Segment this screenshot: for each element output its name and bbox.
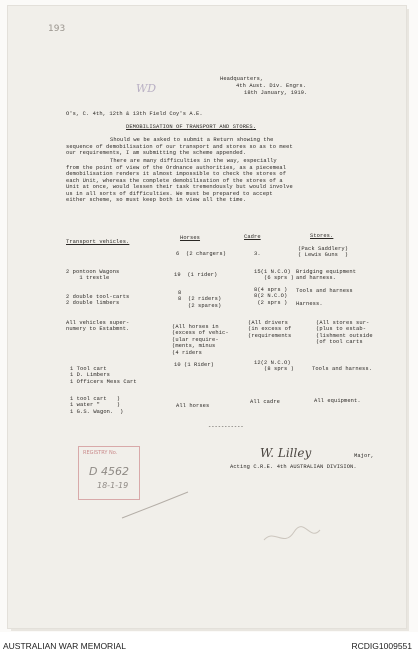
row5-vehicles: 1 Tool cart 1 D. Limbers 1 Officers Mess Cart	[70, 366, 137, 385]
header-transport-vehicles: Transport vehicles.	[66, 239, 130, 245]
row4-stores: (All stores sur- (plus to estab- (lishment outside (of tool carts	[316, 320, 373, 346]
row1-stores: (Pack Saddlery) ( Lewis Guns )	[298, 246, 349, 259]
header-horses: Horses	[180, 235, 201, 241]
row5-horses: 10 (1 Rider)	[174, 362, 215, 368]
row5-cadre: 12(2 N.C.O) (8 sprs )	[254, 360, 295, 373]
marginal-note: WD	[136, 82, 157, 95]
paragraph1-line-3: our requirements, I am submitting the scheme appended.	[66, 150, 247, 156]
row6-horses: All horses	[176, 403, 210, 409]
letterhead-line-3: 18th January, 1919.	[244, 90, 308, 96]
row3-stores: Tools and harness Harness.	[296, 288, 353, 307]
folio-number: 193	[48, 24, 66, 34]
row3-cadre: 8(4 sprs ) 8(2 N.C.O) (2 sprs )	[254, 287, 288, 306]
paragraph2-line-4: each Unit, whereas the complete demobilisation of the stores of a	[66, 177, 283, 184]
row3-horses: 8 8 (2 riders) (2 spares)	[178, 290, 222, 309]
row4-cadre: (All drivers (in excess of (requirements	[248, 320, 292, 339]
row6-vehicles: 1 tool cart ) 1 water " ) 1 G.S. Wagon. )	[70, 396, 124, 415]
footer-left: AUSTRALIAN WAR MEMORIAL	[3, 641, 126, 651]
paragraph1-line-2: sequence of demobilisation of our transport and stores so as to meet	[66, 143, 293, 150]
row1-horses: 6 (2 chargers)	[176, 251, 227, 257]
stamp-header: REGISTRY No.	[83, 450, 118, 456]
paragraph2-line-1: There are many difficulties in the way, especially	[110, 158, 277, 164]
recipients-line: O's, C. 4th, 12th & 13th Field Coy's A.E.	[66, 111, 203, 117]
stamp-date: 18-1-19	[97, 481, 129, 490]
stamp-number: D 4562	[89, 465, 129, 478]
row1-cadre: 3.	[254, 251, 261, 257]
row3-vehicles: 2 double tool-carts 2 double limbers	[66, 294, 130, 307]
row2-vehicles: 2 pontoon Wagons 1 trestle	[66, 269, 120, 282]
paragraph2-line-5: Unit at once, would lessen their task tremendously but would involve	[66, 184, 293, 190]
paragraph2-line-6: us in all sorts of difficulties. We must be prepared to accept	[66, 190, 273, 197]
header-cadre: Cadre	[244, 234, 261, 240]
document-title: DEMOBILISATION OF TRANSPORT AND STORES.	[126, 124, 257, 130]
letterhead-line-1: Headquarters,	[220, 76, 264, 82]
footer-right: RCDIG1009551	[351, 641, 412, 651]
row4-vehicles: All vehicles super- numery to Estabmnt.	[66, 320, 130, 333]
paragraph2-line-3: demobilisation renders it almost impossible to check the stores of	[66, 171, 287, 177]
signature-rank: Major,	[354, 453, 375, 459]
row2-stores: Bridging equipment and harness.	[296, 269, 357, 282]
row6-stores: All equipment.	[314, 398, 361, 404]
paragraph2-line-7: either scheme, so must keep both in view all the time.	[66, 197, 247, 203]
signature-title: Acting C.R.E. 4th AUSTRALIAN DIVISION.	[230, 464, 357, 470]
row2-cadre: 15(1 N.C.O) (6 sprs )	[254, 269, 295, 282]
faint-annotation	[258, 518, 328, 558]
row4-horses: (All horses in (excess of vehic- (ular require- (ments, minus (4 riders	[172, 324, 229, 356]
row6-cadre: All cadre	[250, 399, 281, 405]
section-divider: -----------	[208, 424, 244, 430]
letterhead-line-2: 4th Aust. Div. Engrs.	[236, 83, 307, 89]
document-page	[8, 6, 406, 628]
header-stores: Stores.	[310, 233, 334, 239]
row5-stores: Tools and harness.	[312, 366, 373, 372]
paragraph2-line-2: from the point of view of the Ordnance authorities, as a piecemeal	[66, 164, 287, 171]
paragraph1-line-1: Should we be asked to submit a Return showing the	[110, 137, 274, 143]
pencil-mark	[118, 486, 198, 526]
row2-horses: 19 (1 rider)	[174, 272, 218, 278]
signature: W. Lilley	[260, 446, 312, 460]
